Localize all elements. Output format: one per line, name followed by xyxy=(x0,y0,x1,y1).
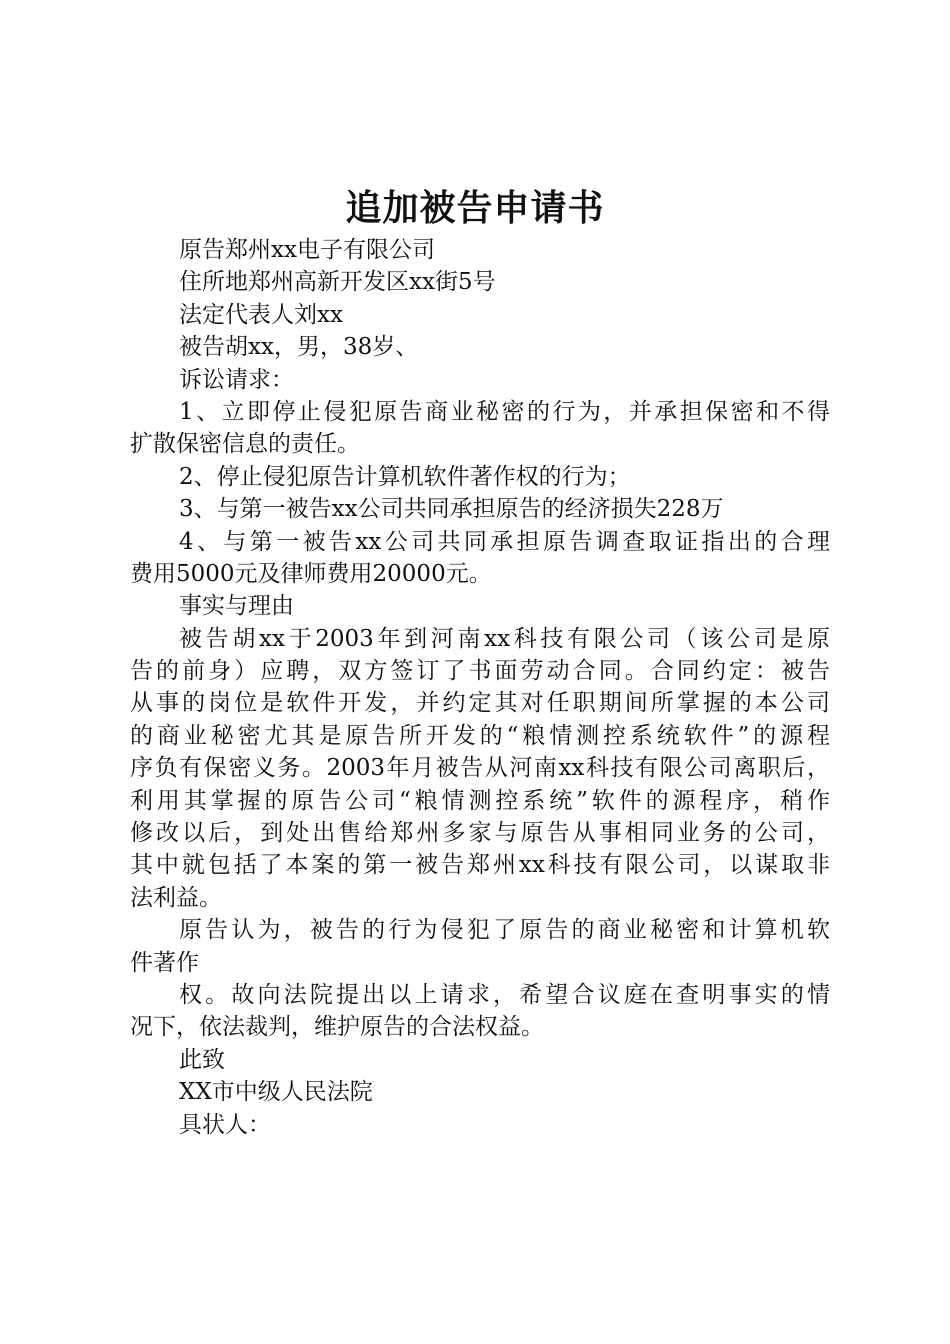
claim-4-line-1: 4、与第一被告xx公司共同承担原告调查取证指出的合理 xyxy=(179,528,830,555)
claims-heading: 诉讼请求： xyxy=(179,366,294,393)
opinion-line-3: 权。故向法院提出以上请求，希望合议庭在查明事实的情 xyxy=(179,981,830,1008)
signatory-line: 具状人： xyxy=(179,1111,271,1138)
document-title: 追加被告申请书 xyxy=(345,188,605,229)
claim-4-line-2: 费用5000元及律师费用20000元。 xyxy=(130,560,492,587)
document-body xyxy=(130,234,830,1141)
closing-line: 此致 xyxy=(179,1046,225,1073)
claim-2: 2、停止侵犯原告计算机软件著作权的行为； xyxy=(179,463,631,490)
claim-3: 3、与第一被告xx公司共同承担原告的经济损失228万 xyxy=(179,496,724,523)
opinion-line-2: 件著作 xyxy=(130,949,199,976)
court-name: XX市中级人民法院 xyxy=(179,1079,373,1106)
opinion-line-4: 况下，依法裁判，维护原告的合法权益。 xyxy=(130,1014,544,1041)
facts-line-9: 法利益。 xyxy=(130,884,222,911)
address-line: 住所地郑州高新开发区xx街5号 xyxy=(179,269,496,296)
facts-line-5: 序负有保密义务。2003年月被告从河南xx科技有限公司离职后， xyxy=(130,755,830,782)
facts-line-4: 的商业秘密尤其是原告所开发的“粮情测控系统软件”的源程 xyxy=(130,722,830,749)
facts-line-7: 修改以后，到处出售给郑州多家与原告从事相同业务的公司， xyxy=(130,820,830,847)
facts-line-3: 从事的岗位是软件开发，并约定其对任职期间所掌握的本公司 xyxy=(130,690,830,717)
facts-line-2: 告的前身）应聘，双方签订了书面劳动合同。合同约定：被告 xyxy=(130,658,830,685)
facts-heading: 事实与理由 xyxy=(179,593,294,620)
claim-1-line-2: 扩散保密信息的责任。 xyxy=(130,431,360,458)
claim-1-line-1: 1、立即停止侵犯原告商业秘密的行为，并承担保密和不得 xyxy=(179,398,830,425)
legal-rep-line: 法定代表人刘xx xyxy=(179,301,343,328)
facts-line-8: 其中就包括了本案的第一被告郑州xx科技有限公司，以谋取非 xyxy=(130,852,830,879)
opinion-line-1: 原告认为，被告的行为侵犯了原告的商业秘密和计算机软 xyxy=(179,917,830,944)
facts-line-6: 利用其掌握的原告公司“粮情测控系统”软件的源程序，稍作 xyxy=(130,787,830,814)
defendant-line: 被告胡xx，男，38岁、 xyxy=(179,334,419,361)
facts-line-1: 被告胡xx于2003年到河南xx科技有限公司（该公司是原 xyxy=(179,625,830,652)
plaintiff-line: 原告郑州xx电子有限公司 xyxy=(179,237,435,263)
